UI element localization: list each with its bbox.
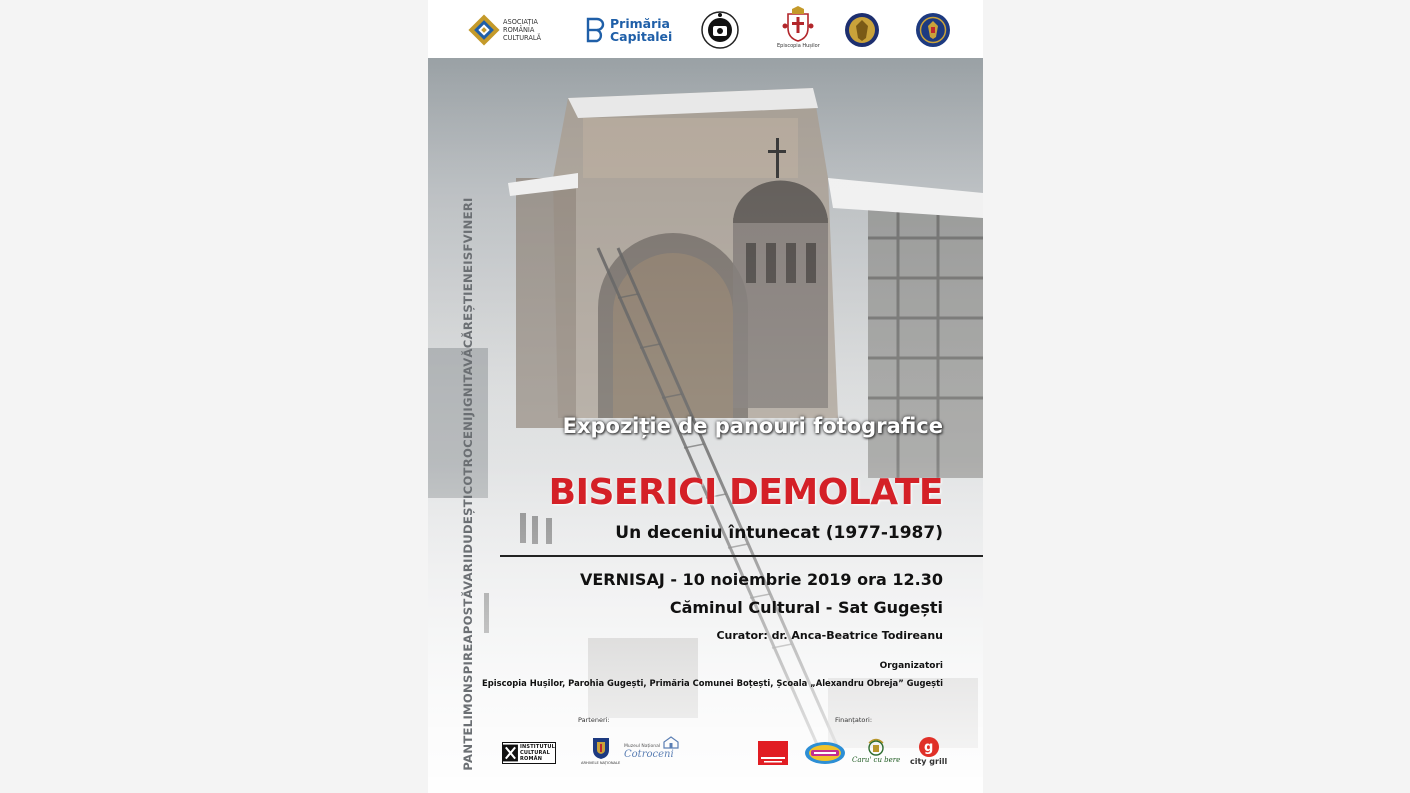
caru-cu-bere-logo [852, 738, 900, 774]
cotroceni-small-text: Muzeul Național [624, 744, 661, 749]
ministry-seal-logo [915, 8, 951, 52]
primaria-line-2: Capitalei [610, 29, 673, 44]
episcopia-husilor-logo [777, 6, 820, 50]
exhibition-poster [428, 0, 983, 793]
diamond-pattern-icon [468, 14, 500, 46]
cultural-circle-logo [700, 8, 740, 52]
organizers-list: Episcopia Hușilor, Parohia Gugești, Primăria Comunei Boțești, Școala „Alexandru Obreja” Gugești [482, 678, 943, 688]
vernisaj-date: VERNISAJ - 10 noiembrie 2019 ora 12.30 [579, 570, 943, 589]
organizers-heading: Organizatori [879, 661, 943, 671]
primaria-b-icon [585, 17, 607, 43]
curator: Curator: dr. Anca-Beatrice Todireanu [716, 629, 943, 642]
city-grill-name: city grill [910, 757, 948, 766]
black-seal-icon [700, 10, 740, 50]
arhivele-nationale-logo [581, 736, 620, 772]
asociatia-line-2: ROMÂNIA [503, 26, 535, 34]
gold-eagle-seal-icon [844, 12, 880, 48]
coat-of-arms-icon [782, 6, 814, 42]
primaria-capitalei-logo [585, 8, 672, 52]
primaria-line-1: Primăria [610, 16, 670, 31]
multicolor-sponsor-logo [804, 735, 846, 771]
icr-x-icon [503, 744, 518, 762]
city-grill-letter-icon: g [919, 737, 939, 757]
cotroceni-name: Cotroceni [624, 749, 674, 760]
arhivele-crest-icon [591, 736, 611, 760]
side-text: PANTELIMONSPIREAPOSTĂVARIIDUDEȘTICOTROCENIJIGNITAVĂCĂREȘTIENEISFVINERI [461, 197, 475, 771]
asociatia-line-1: ASOCIAȚIA [503, 18, 538, 26]
logo-bar [428, 0, 983, 58]
caru-cu-bere-emblem-icon [864, 738, 888, 756]
sponsors-label: Finanțatori: [835, 716, 873, 724]
institutul-cultural-roman-logo [502, 735, 556, 771]
icr-line-3: ROMÂN [519, 756, 543, 762]
city-grill-logo [910, 737, 947, 773]
caru-cu-bere-name: Caru' cu bere [852, 756, 901, 764]
asociatia-line-3: CULTURALĂ [503, 34, 542, 42]
venue: Căminul Cultural - Sat Gugești [669, 598, 943, 617]
arhivele-caption: ARHIVELE NAȚIONALE [581, 761, 621, 765]
demolished-churches-vertical-list [460, 128, 476, 793]
muzeul-cotroceni-logo [624, 735, 680, 771]
colorful-badge-icon [804, 740, 846, 766]
icr-line-1: INSTITUTUL [519, 744, 555, 750]
poster-title: BISERICI DEMOLATE [548, 472, 943, 513]
poster-subtitle: Un deceniu întunecat (1977-1987) [615, 523, 943, 543]
exhibit-type: Expoziție de panouri fotografice [562, 414, 943, 438]
red-block-icon [758, 741, 788, 765]
partners-label: Parteneri: [578, 716, 610, 724]
episcopia-caption: Episcopia Hușilor [777, 43, 820, 49]
icr-line-2: CULTURAL [519, 750, 551, 756]
red-sponsor-logo [758, 735, 788, 771]
cotroceni-palace-icon [662, 735, 680, 749]
gold-seal-logo [844, 8, 880, 52]
divider-line [500, 555, 983, 557]
asociatia-romania-culturala-logo [468, 8, 541, 52]
ministry-eagle-seal-icon [915, 12, 951, 48]
